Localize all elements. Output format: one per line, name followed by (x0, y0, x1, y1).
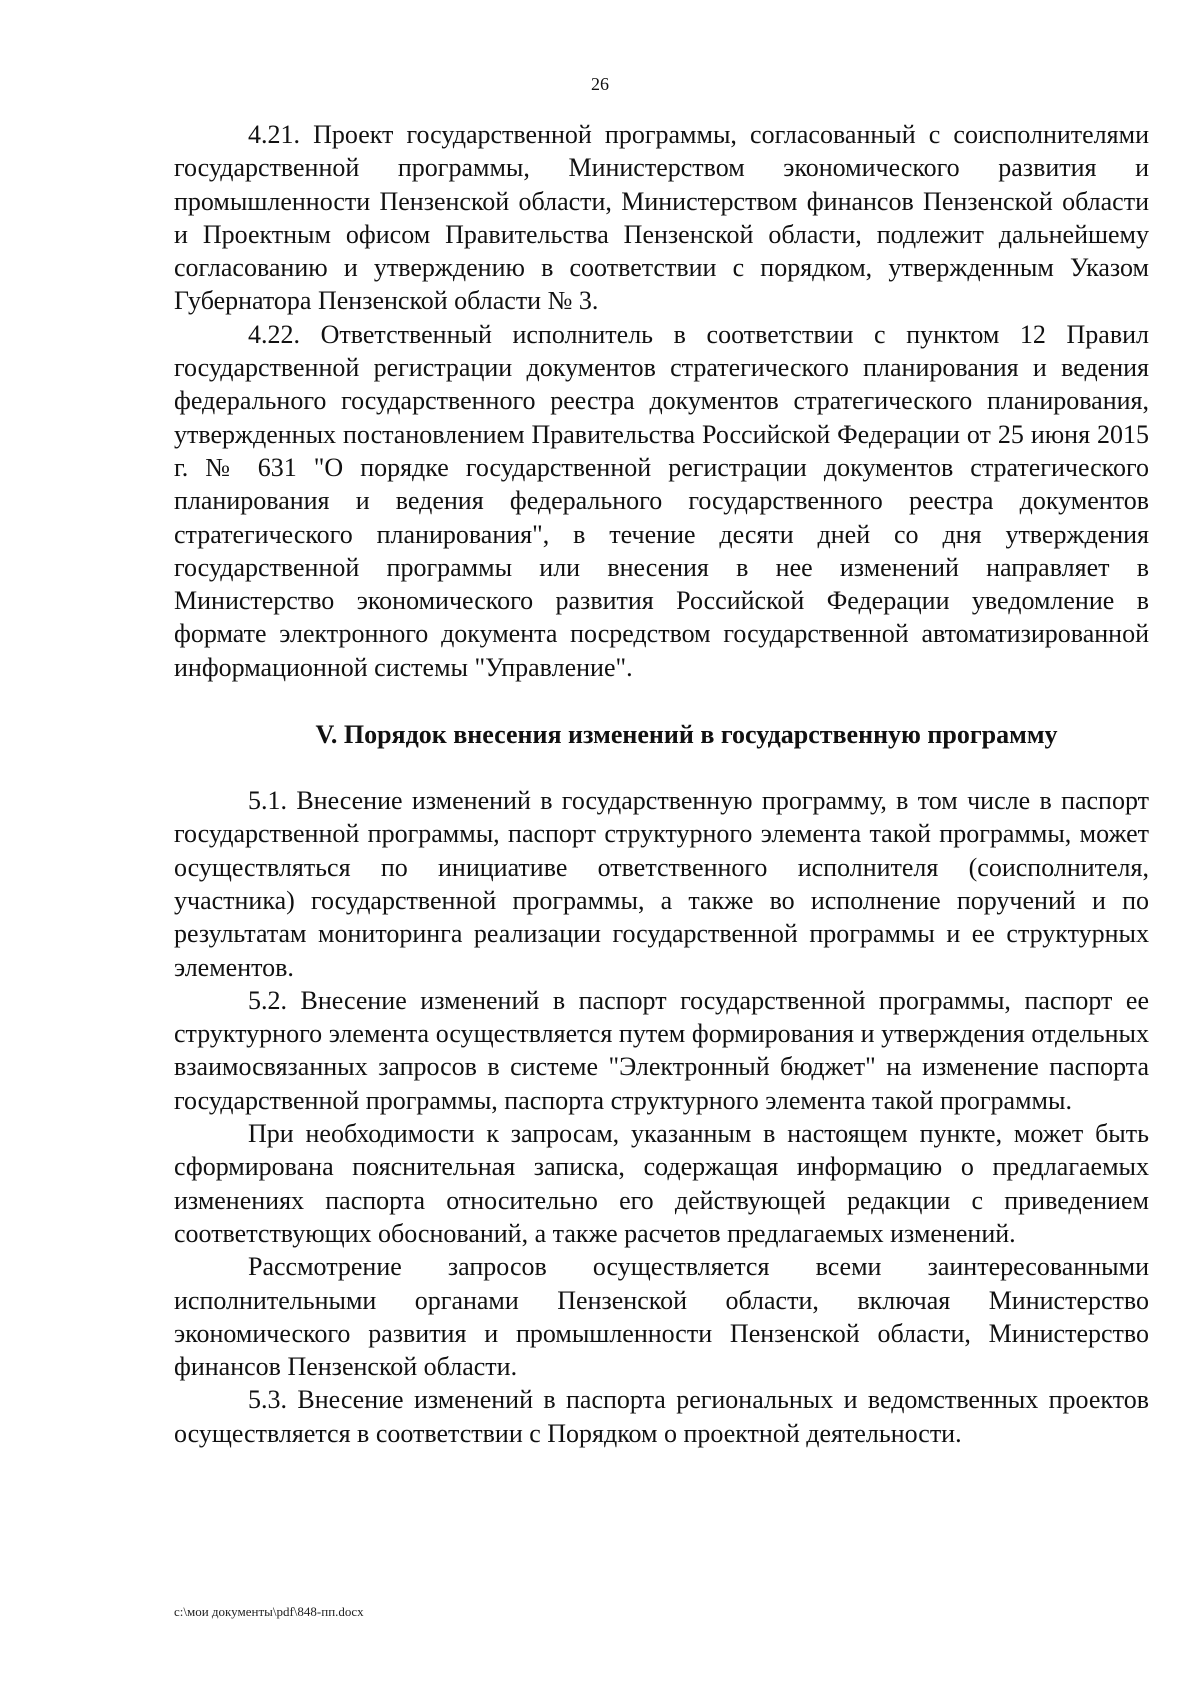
document-body (174, 118, 1149, 1450)
paragraph-5-2-review: Рассмотрение запросов осуществляется всеми заинтересованными исполнительными органами Пензенской области, включая Министерство экономического развития и промышленности Пензенской области, Министерство финансов Пензенской области. (174, 1252, 1149, 1382)
paragraph-4-21: 4.21. Проект государственной программы, согласованный с соисполнителями государственной программы, Министерством экономического развития и промышленности Пензенской области, Министерством финансов Пензенской области и Проектным офисом Правительства Пензенской области, подлежит дальнейшему согласованию и утверждению в соответствии с порядком, утвержденным Указом Губернатора Пензенской области № 3. (174, 120, 1149, 316)
footer-file-path: c:\мои документы\pdf\848-пп.docx (174, 1604, 364, 1619)
paragraph-5-1: 5.1. Внесение изменений в государственную программу, в том числе в паспорт государственной программы, паспорт структурного элемента такой программы, может осуществляться по инициативе ответственного исполнителя (соисполнителя, участника) государственной программы, а также во исполнение поручений и по результатам мониторинга реализации государственной программы и ее структурных элементов. (174, 786, 1149, 982)
page-number: 26 (591, 74, 609, 94)
paragraph-4-22: 4.22. Ответственный исполнитель в соответствии с пунктом 12 Правил государственной регистрации документов стратегического планирования и ведения федерального государственного реестра документов стратегического планирования, утвержденных постановлением Правительства Российской Федерации от 25 июня 2015 г. № 631 "О порядке государственной регистрации документов стратегического планирования и ведения федерального государственного реестра документов стратегического планирования", в течение десяти дней со дня утверждения государственной программы или внесения в нее изменений направляет в Министерство экономического развития Российской Федерации уведомление в формате электронного документа посредством государственной автоматизированной информационной системы "Управление". (174, 319, 1149, 682)
paragraph-5-3: 5.3. Внесение изменений в паспорта региональных и ведомственных проектов осуществляется в соответствии с Порядком о проектной деятельности. (174, 1385, 1149, 1448)
paragraph-5-2-explanatory-note: При необходимости к запросам, указанным в настоящем пункте, может быть сформирована пояснительная записка, содержащая информацию о предлагаемых изменениях паспорта относительно его действующей редакции с приведением соответствующих обоснований, а также расчетов предлагаемых изменений. (174, 1119, 1149, 1248)
section-heading: V. Порядок внесения изменений в государственную программу (315, 720, 1058, 750)
paragraph-5-2: 5.2. Внесение изменений в паспорт государственной программы, паспорт ее структурного элемента осуществляется путем формирования и утверждения отдельных взаимосвязанных запросов в системе "Электронный бюджет" на изменение паспорта государственной программы, паспорта структурного элемента такой программы. (174, 985, 1149, 1115)
